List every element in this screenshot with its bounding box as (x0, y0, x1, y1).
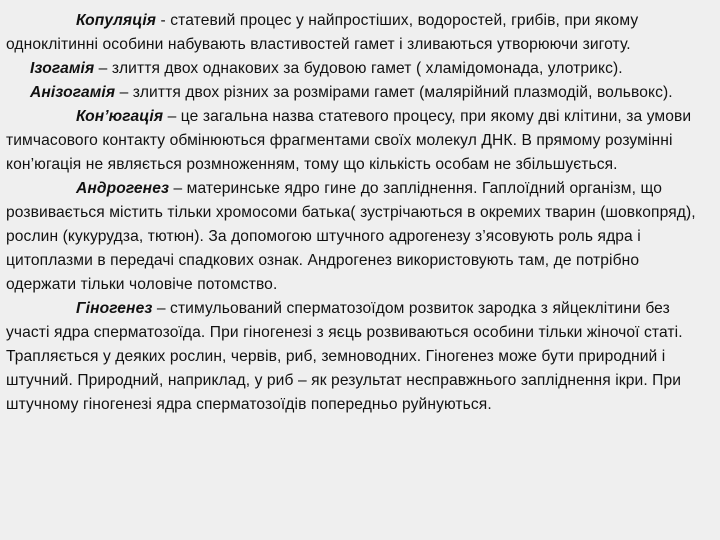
paragraph-konyugatsiya (6, 105, 706, 177)
definition-androgenez: – материнське ядро гине до запліднення. Гаплоїдний організм, що розвивається містить тільки хромосоми батька( зустрічаються в окремих тварин (шовкопряд), рослин (кукурудза, тютюн). За допомогою штучного адрогенезу з’ясовують роль ядра і цитоплазми в передачі спадкових ознак. Андрогенез використовують там, де потрібно одержати тільки чоловіче потомство. (6, 180, 696, 293)
paragraph-ginogenez (6, 297, 706, 417)
term-androgenez: Андрогенез (76, 180, 170, 197)
paragraph-androgenez (6, 177, 706, 297)
definition-ginogenez: – стимульований сперматозоїдом розвиток зародка з яйцеклітини без участі ядра сперматозоїда. При гіногенезі з яєць розвиваються особини тільки жіночої статі. Трапляється у деяких рослин, червів, риб, земноводних. Гіногенез може бути природний і штучний. Природний, наприклад, у риб – як результат несправжнього запліднення ікри. При штучному гіногенезі ядра сперматозоїдів попередньо руйнуються. (6, 300, 683, 413)
term-konyugatsiya: Кон’югація (76, 108, 164, 125)
paragraph-izogamiya (6, 57, 706, 81)
term-kopulyatsiya: Копуляція (76, 12, 157, 29)
paragraph-kopulyatsiya (6, 9, 706, 57)
definition-kopulyatsiya: - статевий процес у найпростіших, водоростей, грибів, при якому одноклітинні особини набувають властивостей гамет і зливаються утворюючи зиготу. (6, 12, 639, 53)
paragraph-anizogamiya (6, 81, 706, 105)
term-ginogenez: Гіногенез (76, 300, 153, 317)
definition-konyugatsiya: – це загальна назва статевого процесу, при якому дві клітини, за умови тимчасового контакту обмінюються фрагментами своїх молекул ДНК. В прямому розумінні кон’югація не являється розмноженням, тому що кількість особам не збільшується. (6, 108, 692, 173)
definition-izogamiya: – злиття двох однакових за будовою гамет ( хламідомонада, улотрикс). (94, 60, 623, 77)
term-anizogamiya: Анізогамія (30, 84, 116, 101)
definition-anizogamiya: – злиття двох різних за розмірами гамет (малярійний плазмодій, вольвокс). (115, 84, 673, 101)
term-izogamiya: Ізогамія (30, 60, 95, 77)
